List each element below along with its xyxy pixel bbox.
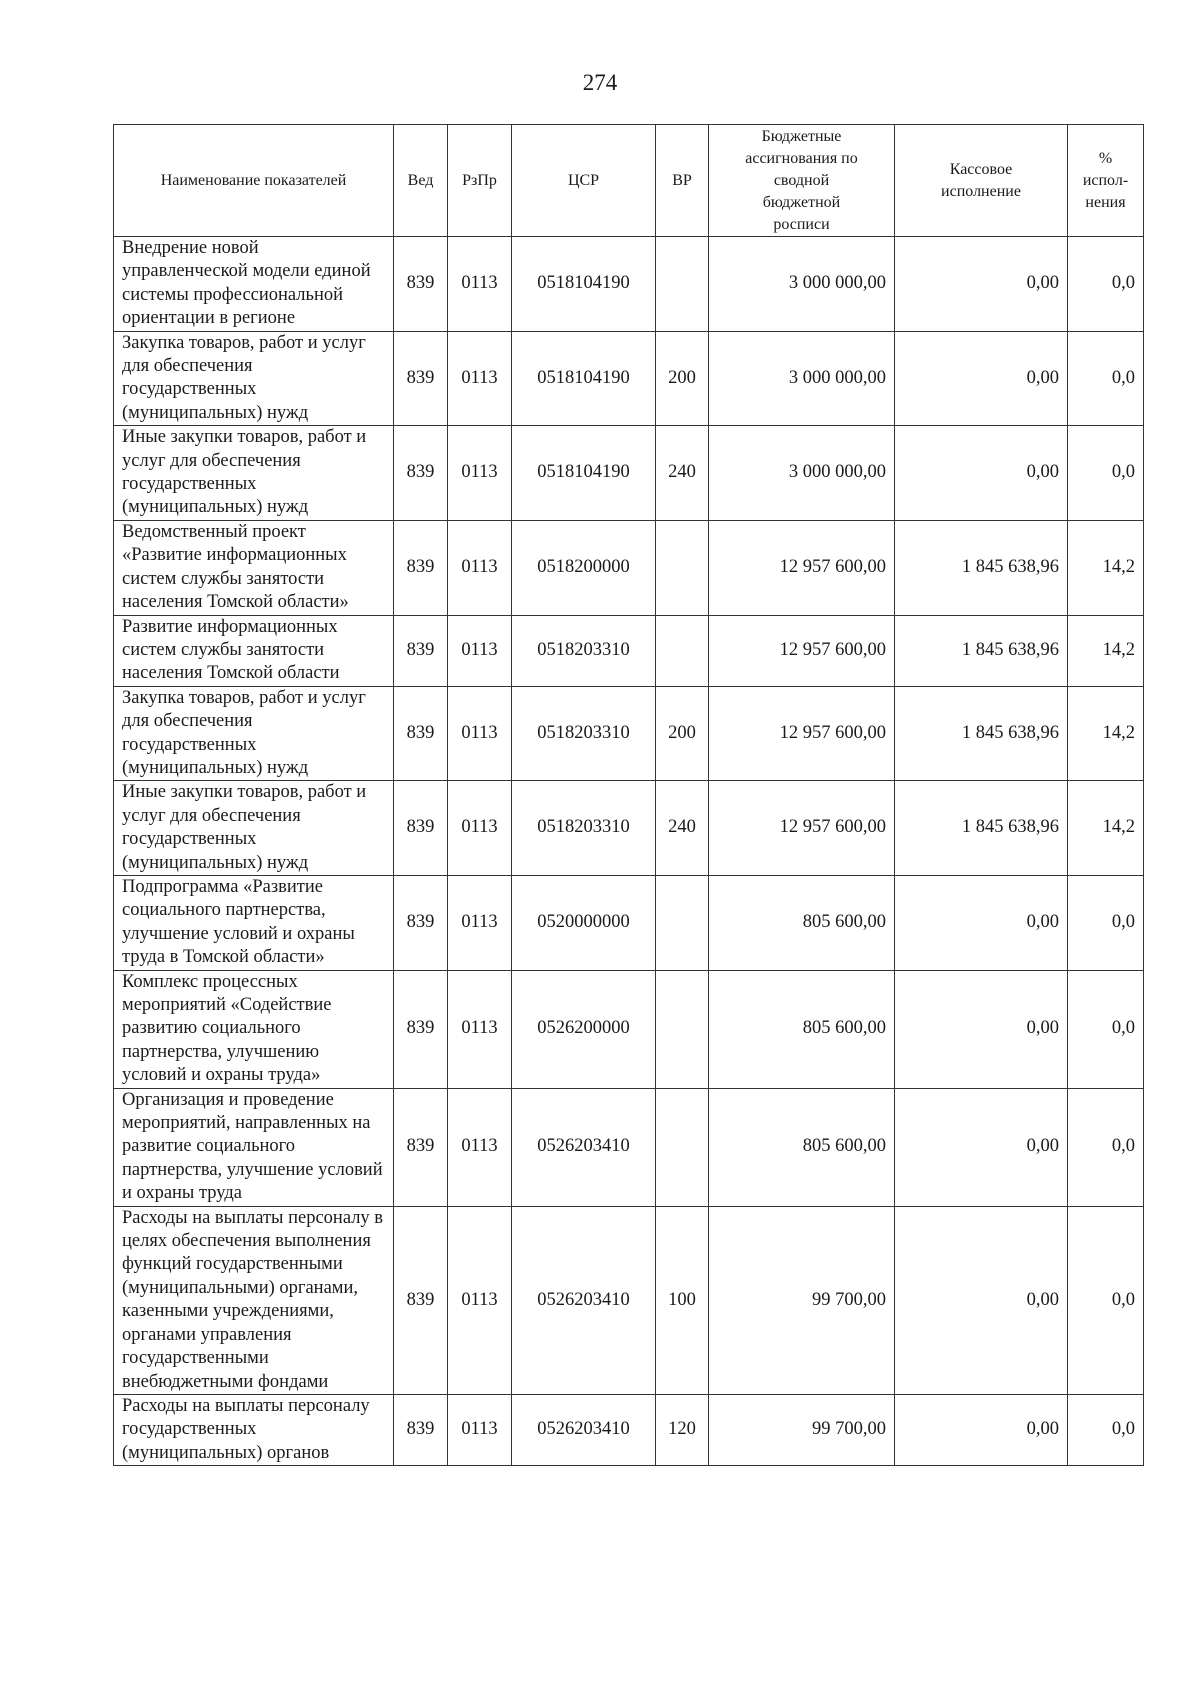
table-row	[114, 615, 1144, 686]
row-name: Расходы на выплаты персоналу государственных (муниципальных) органов	[114, 1394, 394, 1465]
row-pct: 14,2	[1068, 520, 1144, 615]
row-cash: 0,00	[895, 970, 1068, 1088]
row-csr: 0518104190	[512, 426, 656, 521]
row-name: Комплекс процессных мероприятий «Содействие развитию социального партнерства, улучшению условий и охраны труда»	[114, 970, 394, 1088]
row-csr: 0518203310	[512, 615, 656, 686]
row-csr: 0520000000	[512, 875, 656, 970]
table-row	[114, 970, 1144, 1088]
row-budget: 3 000 000,00	[709, 426, 895, 521]
table-row	[114, 875, 1144, 970]
header-pct-line: нения	[1085, 193, 1126, 211]
row-budget: 3 000 000,00	[709, 331, 895, 426]
table-row	[114, 1088, 1144, 1206]
row-cash: 0,00	[895, 875, 1068, 970]
row-vr: 120	[656, 1394, 709, 1465]
header-budget-line: росписи	[773, 215, 830, 233]
row-budget: 3 000 000,00	[709, 237, 895, 332]
header-rzpr: РзПр	[448, 125, 512, 237]
header-pct	[1068, 125, 1144, 237]
row-cash: 1 845 638,96	[895, 615, 1068, 686]
row-pct: 0,0	[1068, 426, 1144, 521]
page-number: 274	[582, 70, 618, 95]
row-budget: 12 957 600,00	[709, 520, 895, 615]
row-budget: 805 600,00	[709, 1088, 895, 1206]
row-csr: 0526203410	[512, 1088, 656, 1206]
row-budget: 12 957 600,00	[709, 781, 895, 876]
row-pct: 14,2	[1068, 686, 1144, 781]
header-pct-line: испол-	[1082, 171, 1129, 189]
row-ved: 839	[394, 520, 448, 615]
row-pct: 0,0	[1068, 1394, 1144, 1465]
row-name: Развитие информационных систем службы занятости населения Томской области	[114, 615, 394, 686]
row-vr	[656, 237, 709, 332]
table-row	[114, 1394, 1144, 1465]
row-rzpr: 0113	[448, 331, 512, 426]
row-cash: 0,00	[895, 237, 1068, 332]
row-vr: 240	[656, 781, 709, 876]
row-rzpr: 0113	[448, 875, 512, 970]
row-cash: 1 845 638,96	[895, 520, 1068, 615]
header-cash-line: исполнение	[941, 182, 1021, 200]
header-budget-line: бюджетной	[762, 193, 841, 211]
row-cash: 0,00	[895, 426, 1068, 521]
row-rzpr: 0113	[448, 426, 512, 521]
table-row	[114, 686, 1144, 781]
row-cash: 0,00	[895, 1206, 1068, 1394]
row-budget: 99 700,00	[709, 1206, 895, 1394]
row-rzpr: 0113	[448, 1206, 512, 1394]
row-cash: 0,00	[895, 1088, 1068, 1206]
row-csr: 0526203410	[512, 1206, 656, 1394]
table-row	[114, 1206, 1144, 1394]
row-csr: 0518200000	[512, 520, 656, 615]
header-pct-line: %	[1098, 149, 1113, 167]
row-rzpr: 0113	[448, 237, 512, 332]
header-budget	[709, 125, 895, 237]
header-budget-line: сводной	[773, 171, 830, 189]
header-csr: ЦСР	[512, 125, 656, 237]
row-name: Закупка товаров, работ и услуг для обеспечения государственных (муниципальных) нужд	[114, 331, 394, 426]
row-ved: 839	[394, 970, 448, 1088]
header-cash-line: Кассовое	[949, 160, 1013, 178]
row-pct: 0,0	[1068, 1088, 1144, 1206]
row-name: Подпрограмма «Развитие социального партнерства, улучшение условий и охраны труда в Томской области»	[114, 875, 394, 970]
row-rzpr: 0113	[448, 781, 512, 876]
row-vr	[656, 970, 709, 1088]
header-budget-line: Бюджетные	[761, 127, 842, 145]
row-cash: 1 845 638,96	[895, 781, 1068, 876]
row-rzpr: 0113	[448, 520, 512, 615]
table-row	[114, 237, 1144, 332]
row-vr: 200	[656, 331, 709, 426]
table-row	[114, 520, 1144, 615]
row-name: Расходы на выплаты персоналу в целях обеспечения выполнения функций государственными (муниципальными) органами, казенными учреждениями, органами управления государственными внебюджетными фондами	[114, 1206, 394, 1394]
row-ved: 839	[394, 426, 448, 521]
row-vr	[656, 520, 709, 615]
row-vr: 200	[656, 686, 709, 781]
row-cash: 0,00	[895, 1394, 1068, 1465]
row-csr: 0518104190	[512, 237, 656, 332]
row-pct: 0,0	[1068, 331, 1144, 426]
row-cash: 1 845 638,96	[895, 686, 1068, 781]
row-budget: 805 600,00	[709, 875, 895, 970]
header-budget-line: ассигнования по	[745, 149, 858, 167]
row-pct: 14,2	[1068, 781, 1144, 876]
row-ved: 839	[394, 1206, 448, 1394]
row-budget: 805 600,00	[709, 970, 895, 1088]
row-name: Иные закупки товаров, работ и услуг для обеспечения государственных (муниципальных) нужд	[114, 781, 394, 876]
row-name: Организация и проведение мероприятий, направленных на развитие социального партнерства, улучшение условий и охраны труда	[114, 1088, 394, 1206]
table-row	[114, 331, 1144, 426]
row-name: Закупка товаров, работ и услуг для обеспечения государственных (муниципальных) нужд	[114, 686, 394, 781]
row-csr: 0518203310	[512, 686, 656, 781]
row-ved: 839	[394, 615, 448, 686]
row-budget: 12 957 600,00	[709, 686, 895, 781]
budget-execution-table	[113, 124, 1144, 1466]
row-vr	[656, 615, 709, 686]
row-csr: 0526203410	[512, 1394, 656, 1465]
row-csr: 0526200000	[512, 970, 656, 1088]
row-pct: 0,0	[1068, 237, 1144, 332]
row-vr: 100	[656, 1206, 709, 1394]
row-rzpr: 0113	[448, 970, 512, 1088]
header-cash	[895, 125, 1068, 237]
header-vr: ВР	[656, 125, 709, 237]
row-budget: 12 957 600,00	[709, 615, 895, 686]
row-rzpr: 0113	[448, 615, 512, 686]
table-header-row	[114, 125, 1144, 237]
row-rzpr: 0113	[448, 686, 512, 781]
row-rzpr: 0113	[448, 1088, 512, 1206]
header-ved: Вед	[394, 125, 448, 237]
row-vr	[656, 1088, 709, 1206]
table-row	[114, 781, 1144, 876]
row-cash: 0,00	[895, 331, 1068, 426]
row-pct: 0,0	[1068, 970, 1144, 1088]
row-vr	[656, 875, 709, 970]
row-csr: 0518104190	[512, 331, 656, 426]
row-pct: 0,0	[1068, 875, 1144, 970]
row-budget: 99 700,00	[709, 1394, 895, 1465]
row-ved: 839	[394, 237, 448, 332]
row-ved: 839	[394, 686, 448, 781]
row-ved: 839	[394, 1088, 448, 1206]
row-name: Иные закупки товаров, работ и услуг для обеспечения государственных (муниципальных) нужд	[114, 426, 394, 521]
row-name: Внедрение новой управленческой модели единой системы профессиональной ориентации в регионе	[114, 237, 394, 332]
row-rzpr: 0113	[448, 1394, 512, 1465]
header-name: Наименование показателей	[114, 125, 394, 237]
row-name: Ведомственный проект «Развитие информационных систем службы занятости населения Томской области»	[114, 520, 394, 615]
row-csr: 0518203310	[512, 781, 656, 876]
row-ved: 839	[394, 1394, 448, 1465]
row-pct: 0,0	[1068, 1206, 1144, 1394]
row-ved: 839	[394, 781, 448, 876]
row-vr: 240	[656, 426, 709, 521]
row-pct: 14,2	[1068, 615, 1144, 686]
table-row	[114, 426, 1144, 521]
row-ved: 839	[394, 875, 448, 970]
row-ved: 839	[394, 331, 448, 426]
